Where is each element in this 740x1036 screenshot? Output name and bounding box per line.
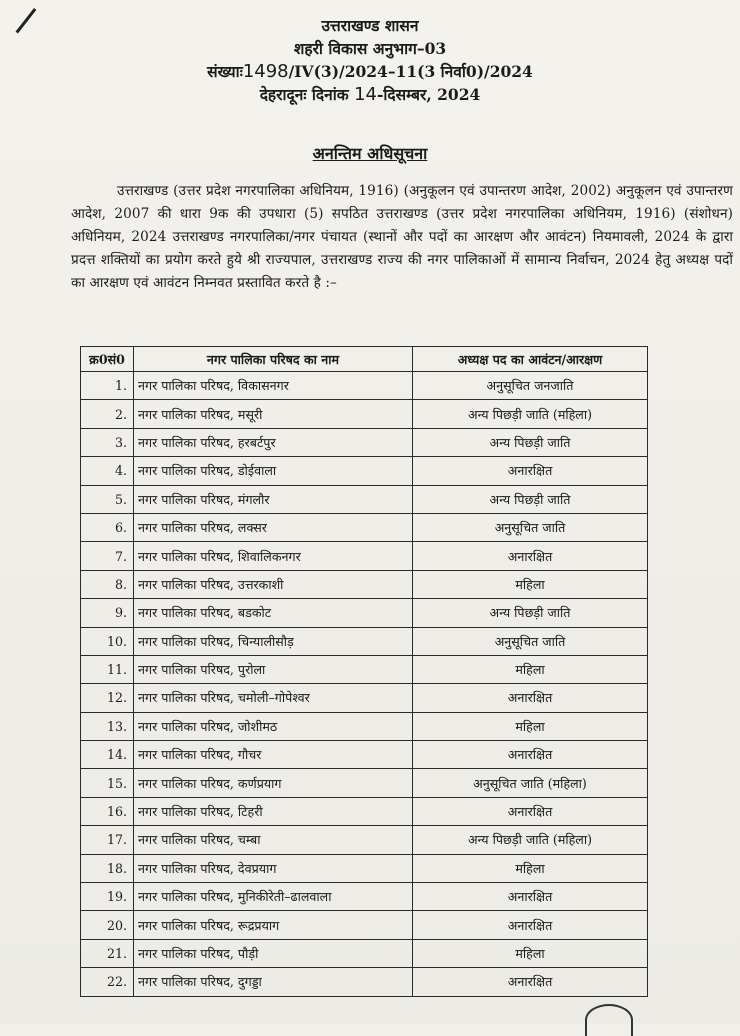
serial-cell: 15.	[81, 769, 134, 797]
council-name-cell: नगर पालिका परिषद, मंगलौर	[134, 485, 413, 513]
council-name-cell: नगर पालिका परिषद, दुगड्डा	[134, 968, 413, 996]
allocation-cell: अनुसूचित जाति	[413, 627, 648, 655]
table-row	[81, 372, 648, 400]
allocation-cell: अन्य पिछड़ी जाति (महिला)	[413, 400, 648, 428]
date-prefix: देहरादूनः दिनांक	[259, 85, 349, 104]
table-row	[81, 939, 648, 967]
serial-cell: 18.	[81, 854, 134, 882]
council-name-cell: नगर पालिका परिषद, चमोली–गोपेश्वर	[134, 684, 413, 712]
table-row	[81, 797, 648, 825]
government-name: उत्तराखण्ड शासन	[321, 16, 419, 35]
council-name-cell: नगर पालिका परिषद, पौड़ी	[134, 939, 413, 967]
council-name-cell: नगर पालिका परिषद, मसूरी	[134, 400, 413, 428]
table-row	[81, 485, 648, 513]
serial-cell: 3.	[81, 428, 134, 456]
allocation-cell: अन्य पिछड़ी जाति	[413, 599, 648, 627]
date-handwritten-day: 14	[354, 84, 377, 105]
table-row	[81, 968, 648, 996]
table-row	[81, 599, 648, 627]
serial-cell: 22.	[81, 968, 134, 996]
council-name-cell: नगर पालिका परिषद, कर्णप्रयाग	[134, 769, 413, 797]
date-suffix: -दिसम्बर, 2024	[376, 85, 481, 104]
allocation-cell: महिला	[413, 712, 648, 740]
allocation-cell: अन्य पिछड़ी जाति (महिला)	[413, 826, 648, 854]
serial-cell: 21.	[81, 939, 134, 967]
council-name-cell: नगर पालिका परिषद, चिन्यालीसौड़	[134, 627, 413, 655]
council-name-cell: नगर पालिका परिषद, शिवालिकनगर	[134, 542, 413, 570]
allocation-cell: अनारक्षित	[413, 542, 648, 570]
serial-cell: 5.	[81, 485, 134, 513]
council-name-cell: नगर पालिका परिषद, पुरोला	[134, 655, 413, 683]
serial-cell: 10.	[81, 627, 134, 655]
serial-cell: 16.	[81, 797, 134, 825]
table-row	[81, 684, 648, 712]
serial-cell: 6.	[81, 513, 134, 541]
table-row	[81, 712, 648, 740]
council-name-cell: नगर पालिका परिषद, गौचर	[134, 741, 413, 769]
allocation-cell: अनारक्षित	[413, 457, 648, 485]
allocation-cell: अनारक्षित	[413, 911, 648, 939]
serial-cell: 19.	[81, 883, 134, 911]
council-name-cell: नगर पालिका परिषद, बडकोट	[134, 599, 413, 627]
serial-cell: 17.	[81, 826, 134, 854]
reservation-table	[80, 346, 648, 997]
signature-mark	[585, 1004, 633, 1036]
department-name: शहरी विकास अनुभाग–03	[293, 39, 447, 58]
serial-cell: 11.	[81, 655, 134, 683]
table-row	[81, 854, 648, 882]
serial-cell: 12.	[81, 684, 134, 712]
table-row	[81, 428, 648, 456]
council-name-cell: नगर पालिका परिषद, चम्बा	[134, 826, 413, 854]
serial-cell: 20.	[81, 911, 134, 939]
table-row	[81, 570, 648, 598]
council-name-cell: नगर पालिका परिषद, देवप्रयाग	[134, 854, 413, 882]
allocation-cell: अन्य पिछड़ी जाति	[413, 428, 648, 456]
header-serial: क्र0सं0	[81, 347, 134, 372]
notification-paragraph	[71, 180, 733, 295]
serial-cell: 1.	[81, 372, 134, 400]
reference-suffix: /IV(3)/2024–11(3 निर्वा0)/2024	[288, 62, 533, 81]
allocation-cell: अनुसूचित जाति (महिला)	[413, 769, 648, 797]
allocation-cell: महिला	[413, 570, 648, 598]
council-name-cell: नगर पालिका परिषद, हरबर्टपुर	[134, 428, 413, 456]
table-row	[81, 655, 648, 683]
table-header-row	[81, 347, 648, 372]
document-date	[0, 83, 740, 106]
paragraph-text: उत्तराखण्ड (उत्तर प्रदेश नगरपालिका अधिनियम, 1916) (अनुकूलन एवं उपान्तरण आदेश, 2002) अनुकूलन एवं उपान्तरण आदेश, 2007 की धारा 9क की उपधारा (5) सपठित उत्तराखण्ड (उत्तर प्रदेश नगरपालिका अधिनियम, 1916) (संशोधन) अधिनियम, 2024 उत्तराखण्ड नगरपालिका/नगर पंचायत (स्थानों और पदों का आरक्षण और आवंटन) नियमावली, 2024 के द्वारा प्रदत्त शक्तियों का प्रयोग करते हुये श्री राज्यपाल, उत्तराखण्ड राज्य की नगर पालिकाओं में सामान्य निर्वाचन, 2024 हेतु अध्यक्ष पदों का आरक्षण एवं आवंटन निम्नवत प्रस्तावित करते है :–	[71, 183, 733, 291]
allocation-cell: अन्य पिछड़ी जाति	[413, 485, 648, 513]
serial-cell: 9.	[81, 599, 134, 627]
header-council-name: नगर पालिका परिषद का नाम	[134, 347, 413, 372]
council-name-cell: नगर पालिका परिषद, लक्सर	[134, 513, 413, 541]
serial-cell: 14.	[81, 741, 134, 769]
allocation-cell: अनारक्षित	[413, 684, 648, 712]
table-row	[81, 542, 648, 570]
serial-cell: 8.	[81, 570, 134, 598]
council-name-cell: नगर पालिका परिषद, मुनिकीरेती–ढालवाला	[134, 883, 413, 911]
reference-prefix: संख्याः	[207, 62, 243, 81]
council-name-cell: नगर पालिका परिषद, जोशीमठ	[134, 712, 413, 740]
allocation-cell: अनुसूचित जाति	[413, 513, 648, 541]
allocation-cell: अनारक्षित	[413, 741, 648, 769]
table-row	[81, 400, 648, 428]
council-name-cell: नगर पालिका परिषद, टिहरी	[134, 797, 413, 825]
allocation-cell: महिला	[413, 655, 648, 683]
table-row	[81, 769, 648, 797]
table-row	[81, 741, 648, 769]
table-row	[81, 883, 648, 911]
council-name-cell: नगर पालिका परिषद, रूद्रप्रयाग	[134, 911, 413, 939]
serial-cell: 4.	[81, 457, 134, 485]
council-name-cell: नगर पालिका परिषद, उत्तरकाशी	[134, 570, 413, 598]
council-name-cell: नगर पालिका परिषद, विकासनगर	[134, 372, 413, 400]
serial-cell: 2.	[81, 400, 134, 428]
table-row	[81, 627, 648, 655]
council-name-cell: नगर पालिका परिषद, डोईवाला	[134, 457, 413, 485]
table-row	[81, 513, 648, 541]
header-allocation: अध्यक्ष पद का आवंटन/आरक्षण	[413, 347, 648, 372]
serial-cell: 7.	[81, 542, 134, 570]
notification-title: अनन्तिम अधिसूचना	[312, 144, 428, 163]
allocation-cell: महिला	[413, 854, 648, 882]
allocation-cell: अनुसूचित जनजाति	[413, 372, 648, 400]
document-header	[0, 14, 740, 106]
reference-handwritten-number: 1498	[242, 61, 289, 82]
allocation-cell: महिला	[413, 939, 648, 967]
table-row	[81, 826, 648, 854]
allocation-cell: अनारक्षित	[413, 968, 648, 996]
reference-number	[0, 60, 740, 83]
table-row	[81, 457, 648, 485]
allocation-cell: अनारक्षित	[413, 797, 648, 825]
table-row	[81, 911, 648, 939]
serial-cell: 13.	[81, 712, 134, 740]
allocation-cell: अनारक्षित	[413, 883, 648, 911]
